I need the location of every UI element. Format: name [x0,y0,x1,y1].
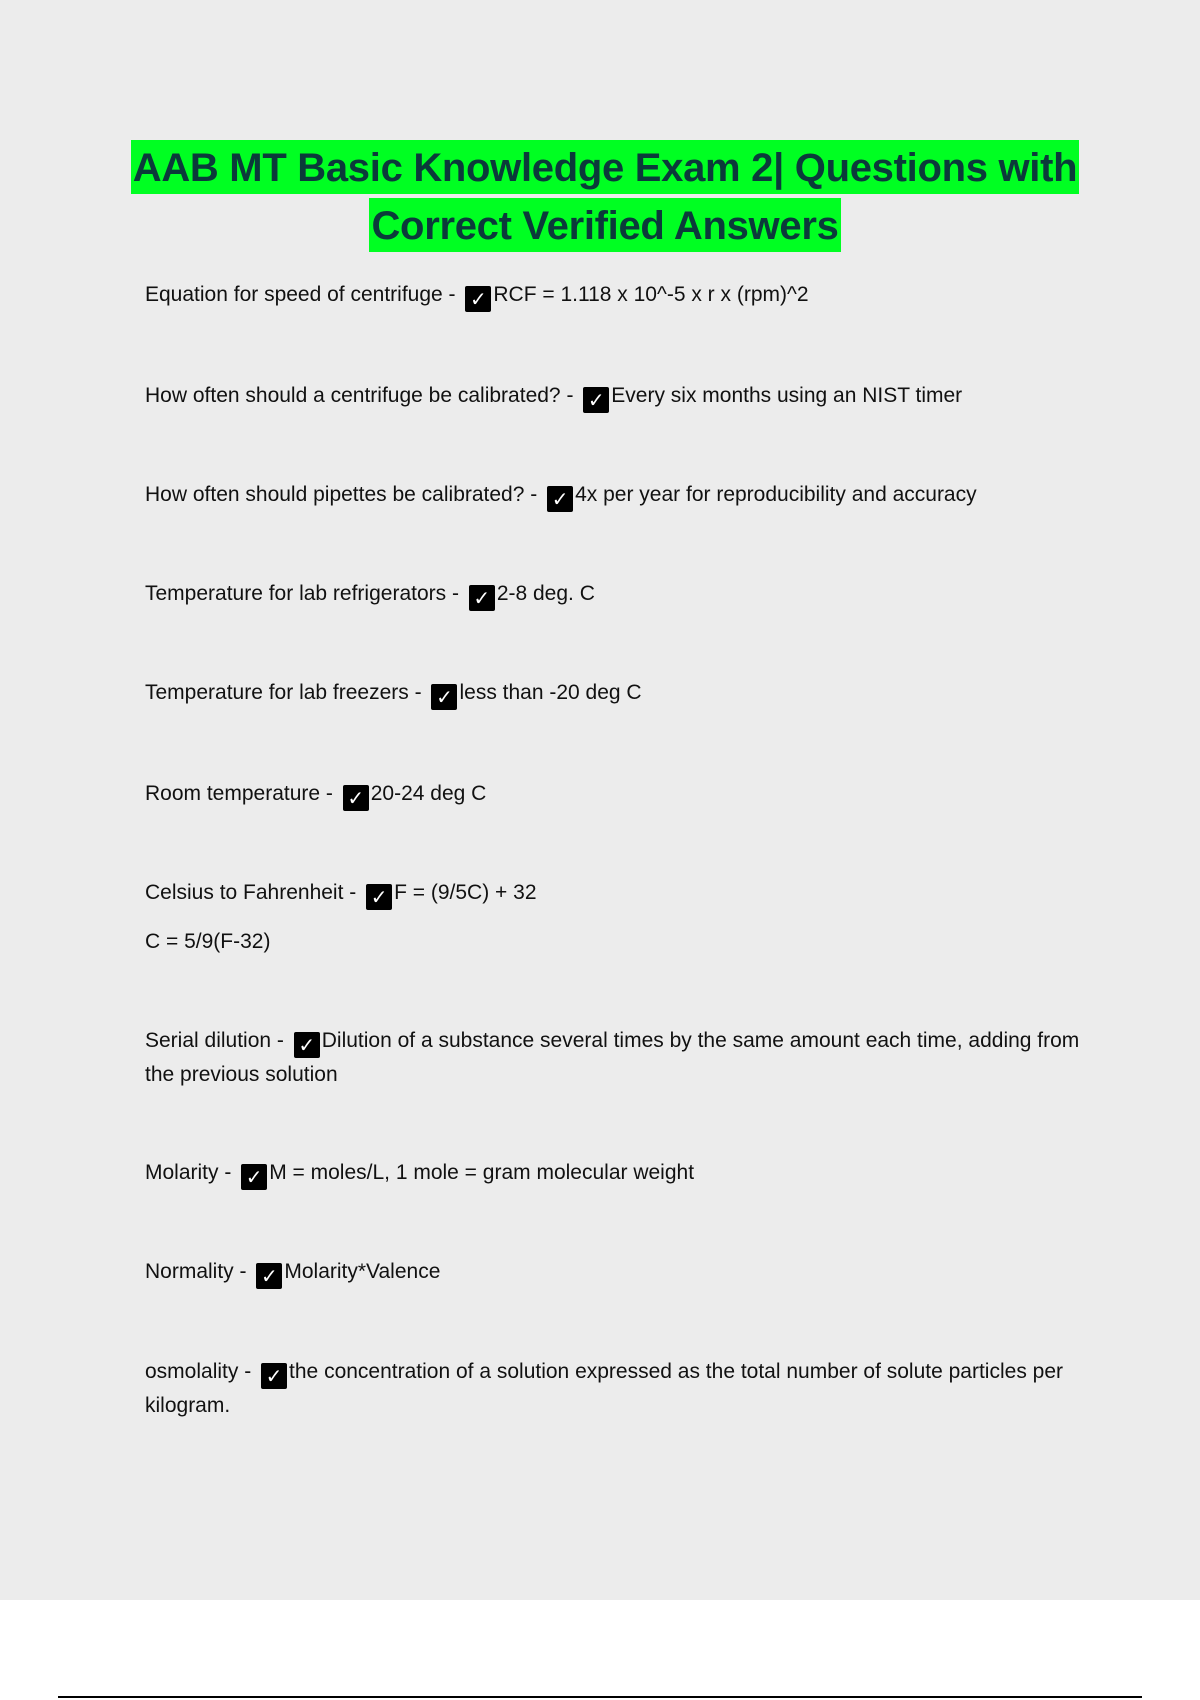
qa-item [145,478,1095,512]
qa-item [145,777,1095,811]
qa-item [145,1255,1095,1289]
title-line-1: AAB MT Basic Knowledge Exam 2| Questions with [131,140,1080,194]
qa-item [145,278,1095,312]
checkmark-icon: ✓ [343,785,369,811]
checkmark-icon: ✓ [241,1164,267,1190]
document-title [130,140,1080,252]
separator: - [320,782,339,805]
separator: - [271,1029,290,1052]
question-text: Celsius to Fahrenheit [145,881,344,904]
question-text: Temperature for lab refrigerators [145,582,447,605]
footer-divider [58,1696,1142,1698]
qa-item [145,1024,1095,1091]
separator: - [560,384,580,407]
question-text: Normality [145,1260,234,1283]
checkmark-icon: ✓ [469,585,495,611]
separator: - [524,483,544,506]
answer-text: the concentration of a solution expressed as the total number of solute particles per kilogram. [145,1360,1064,1417]
answer-text: RCF = 1.118 x 10^-5 x r x (rpm)^2 [493,283,809,306]
qa-item [145,1156,1095,1190]
separator: - [408,681,428,704]
separator: - [442,283,462,306]
qa-item [145,379,1095,413]
answer-text: M = moles/L, 1 mole = gram molecular weight [269,1161,695,1184]
checkmark-icon: ✓ [256,1263,282,1289]
answer-text: 2-8 deg. C [496,582,595,605]
question-text: Temperature for lab freezers [145,681,409,704]
answer-continuation: C = 5/9(F-32) [145,930,271,953]
separator: - [343,881,363,904]
qa-item [145,876,1095,910]
checkmark-icon: ✓ [431,684,457,710]
checkmark-icon: ✓ [583,387,609,413]
qa-item [145,676,1095,710]
qa-item-extra-line [145,925,1095,958]
answer-text: 20-24 deg C [370,782,487,805]
checkmark-icon: ✓ [465,286,491,312]
answer-text: 4x per year for reproducibility and accuracy [575,483,977,506]
checkmark-icon: ✓ [547,486,573,512]
answer-text: Molarity*Valence [284,1260,441,1283]
question-text: Room temperature [145,782,321,805]
separator: - [233,1260,253,1283]
answer-text: Every six months using an NIST timer [611,384,963,407]
qa-item [145,1355,1095,1422]
checkmark-icon: ✓ [261,1363,287,1389]
answer-text: Dilution of a substance several times by the same amount each time, adding from the previous solution [145,1029,1080,1086]
question-text: Serial dilution [145,1029,272,1052]
question-text: How often should a centrifuge be calibrated? [145,384,561,407]
checkmark-icon: ✓ [366,884,392,910]
question-text: Molarity [145,1161,219,1184]
checkmark-icon: ✓ [294,1032,320,1058]
question-text: How often should pipettes be calibrated? [145,483,525,506]
title-line-2: Correct Verified Answers [369,198,840,252]
qa-item [145,577,1095,611]
question-text: Equation for speed of centrifuge [145,283,443,306]
answer-text: less than -20 deg C [459,681,642,704]
answer-text: F = (9/5C) + 32 [394,881,537,904]
separator: - [238,1360,258,1383]
separator: - [218,1161,238,1184]
separator: - [446,582,465,605]
question-text: osmolality [145,1360,239,1383]
